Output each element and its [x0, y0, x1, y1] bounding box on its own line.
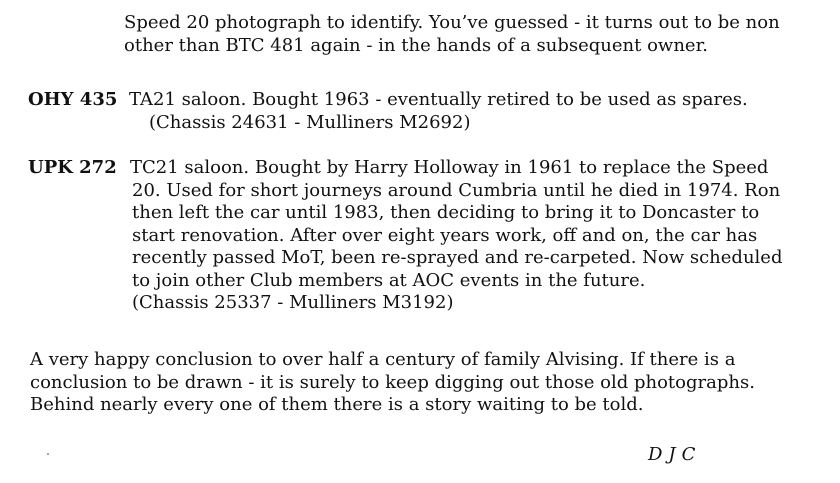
conclusion-line: conclusion to be drawn - it is surely to keep digging out those old photographs.: [30, 371, 755, 393]
entry-line: TC21 saloon. Bought by Harry Holloway in 1961 to replace the Speed: [130, 157, 769, 178]
entry-description-upk-272: [130, 157, 782, 315]
entry-line: to join other Club members at AOC events in the future.: [132, 269, 646, 291]
intro-line: other than BTC 481 again - in the hands of a subsequent owner.: [124, 34, 708, 56]
conclusion-line: Behind nearly every one of them there is a story waiting to be told.: [30, 394, 644, 415]
entry-description-ohy-435: [129, 89, 748, 134]
entry-chassis-line: (Chassis 25337 - Mulliners M3192): [132, 292, 454, 313]
author-signature: DJC: [648, 444, 702, 465]
intro-line: Speed 20 photograph to identify. You’ve guessed - it turns out to be non: [124, 12, 780, 33]
conclusion-paragraph: [30, 349, 755, 417]
intro-paragraph: [124, 12, 780, 57]
entry-line: TA21 saloon. Bought 1963 - eventually retired to be used as spares.: [129, 89, 748, 110]
entry-chassis-line: (Chassis 24631 - Mulliners M2692): [149, 111, 471, 133]
entry-line: 20. Used for short journeys around Cumbria until he died in 1974. Ron: [132, 179, 781, 201]
conclusion-line: A very happy conclusion to over half a century of family Alvising. If there is a: [30, 349, 736, 370]
entry-line: recently passed MoT, been re-sprayed and re-carpeted. Now scheduled: [132, 247, 783, 268]
entry-line: start renovation. After over eight years work, off and on, the car has: [132, 224, 758, 246]
entry-registration-upk-272: UPK 272: [28, 157, 117, 178]
entry-line: then left the car until 1983, then deciding to bring it to Doncaster to: [132, 202, 760, 223]
scan-speck: [47, 453, 49, 455]
entry-registration-ohy-435: OHY 435: [28, 89, 118, 110]
